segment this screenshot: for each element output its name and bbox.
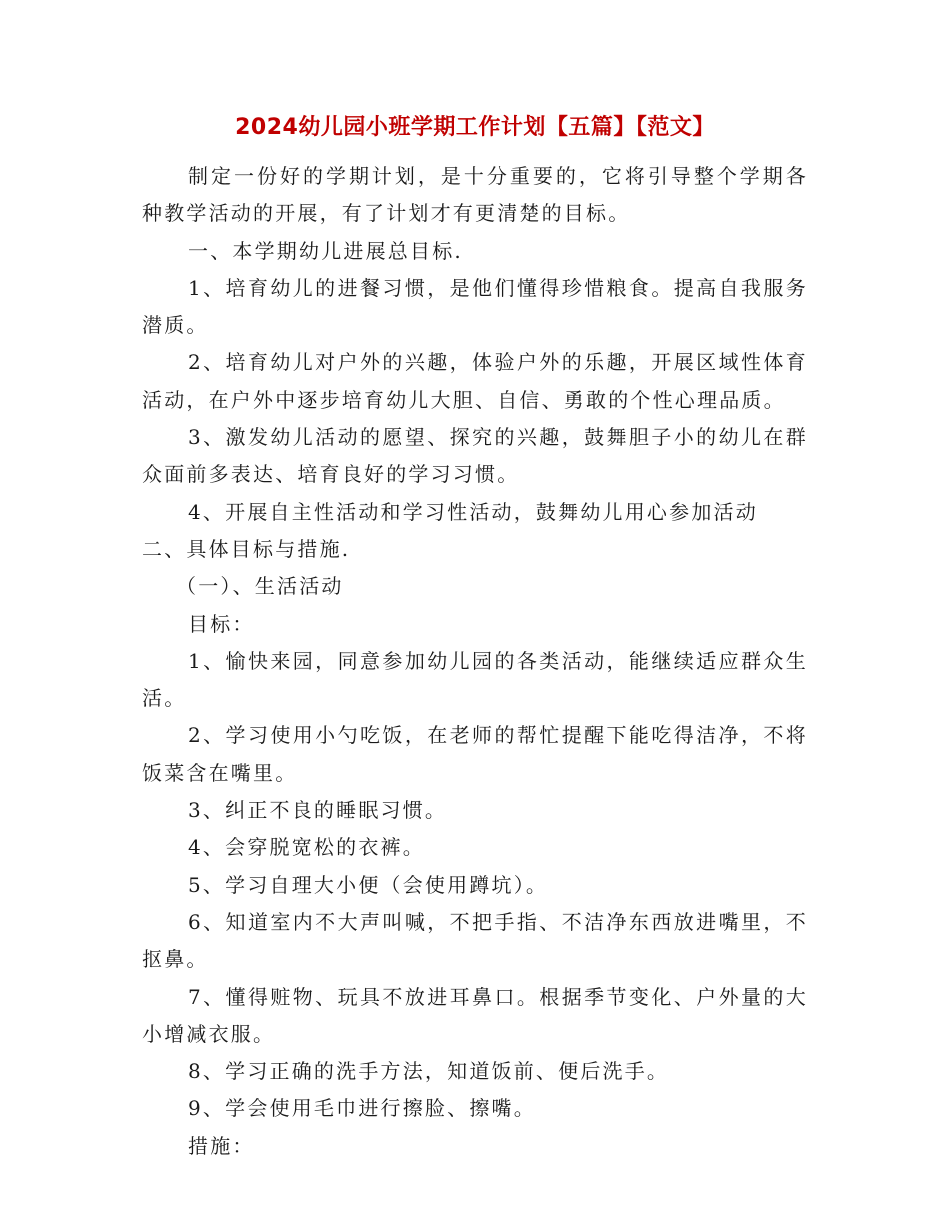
document-body <box>142 158 808 1165</box>
goal-item-1: 1、培育幼儿的进餐习惯，是他们懂得珍惜粮食。提高自我服务潜质。 <box>142 275 808 338</box>
life-goal-item-4: 4、会穿脱宽松的衣裤。 <box>188 835 425 860</box>
life-goal-item-2: 2、学习使用小勺吃饭，在老师的帮忙提醒下能吃得洁净，不将饭菜含在嘴里。 <box>142 723 808 785</box>
label-measures: 措施： <box>188 1133 255 1158</box>
life-goal-item-8: 8、学习正确的洗手方法，知道饭前、便后洗手。 <box>188 1059 670 1084</box>
goal-item-2: 2、培育幼儿对户外的兴趣，体验户外的乐趣，开展区域性体育活动，在户外中逐步培育幼儿大胆、自信、勇敢的个性心理品质。 <box>142 350 808 412</box>
life-goal-item-6: 6、知道室内不大声叫喊，不把手指、不洁净东西放进嘴里，不抠鼻。 <box>142 909 808 972</box>
label-goals: 目标： <box>188 611 255 636</box>
life-goal-item-9: 9、学会使用毛巾进行擦脸、擦嘴。 <box>188 1096 536 1121</box>
document-title: 2024幼儿园小班学期工作计划【五篇】【范文】 <box>235 115 715 140</box>
intro-paragraph: 制定一份好的学期计划，是十分重要的，它将引导整个学期各种教学活动的开展，有了计划才有更清楚的目标。 <box>142 164 808 226</box>
goal-item-4: 4、开展自主性活动和学习性活动，鼓舞幼儿用心参加活动 <box>188 499 758 524</box>
life-goal-item-5: 5、学习自理大小便（会使用蹲坑）。 <box>188 872 549 897</box>
life-goal-item-7: 7、懂得赃物、玩具不放进耳鼻口。根据季节变化、户外量的大小增减衣服。 <box>142 984 808 1046</box>
subsection-heading-life-activities: （一）、生活活动 <box>176 574 344 599</box>
goal-item-3: 3、激发幼儿活动的愿望、探究的兴趣，鼓舞胆子小的幼儿在群众面前多表达、培育良好的学习习惯。 <box>142 425 808 487</box>
life-goal-item-1: 1、愉快来园，同意参加幼儿园的各类活动，能继续适应群众生活。 <box>142 648 808 711</box>
section-heading-overall-goals: 一、本学期幼儿进展总目标. <box>188 238 463 263</box>
life-goal-item-3: 3、纠正不良的睡眠习惯。 <box>188 798 448 823</box>
section-heading-specific-goals: 二、具体目标与措施. <box>142 536 351 561</box>
